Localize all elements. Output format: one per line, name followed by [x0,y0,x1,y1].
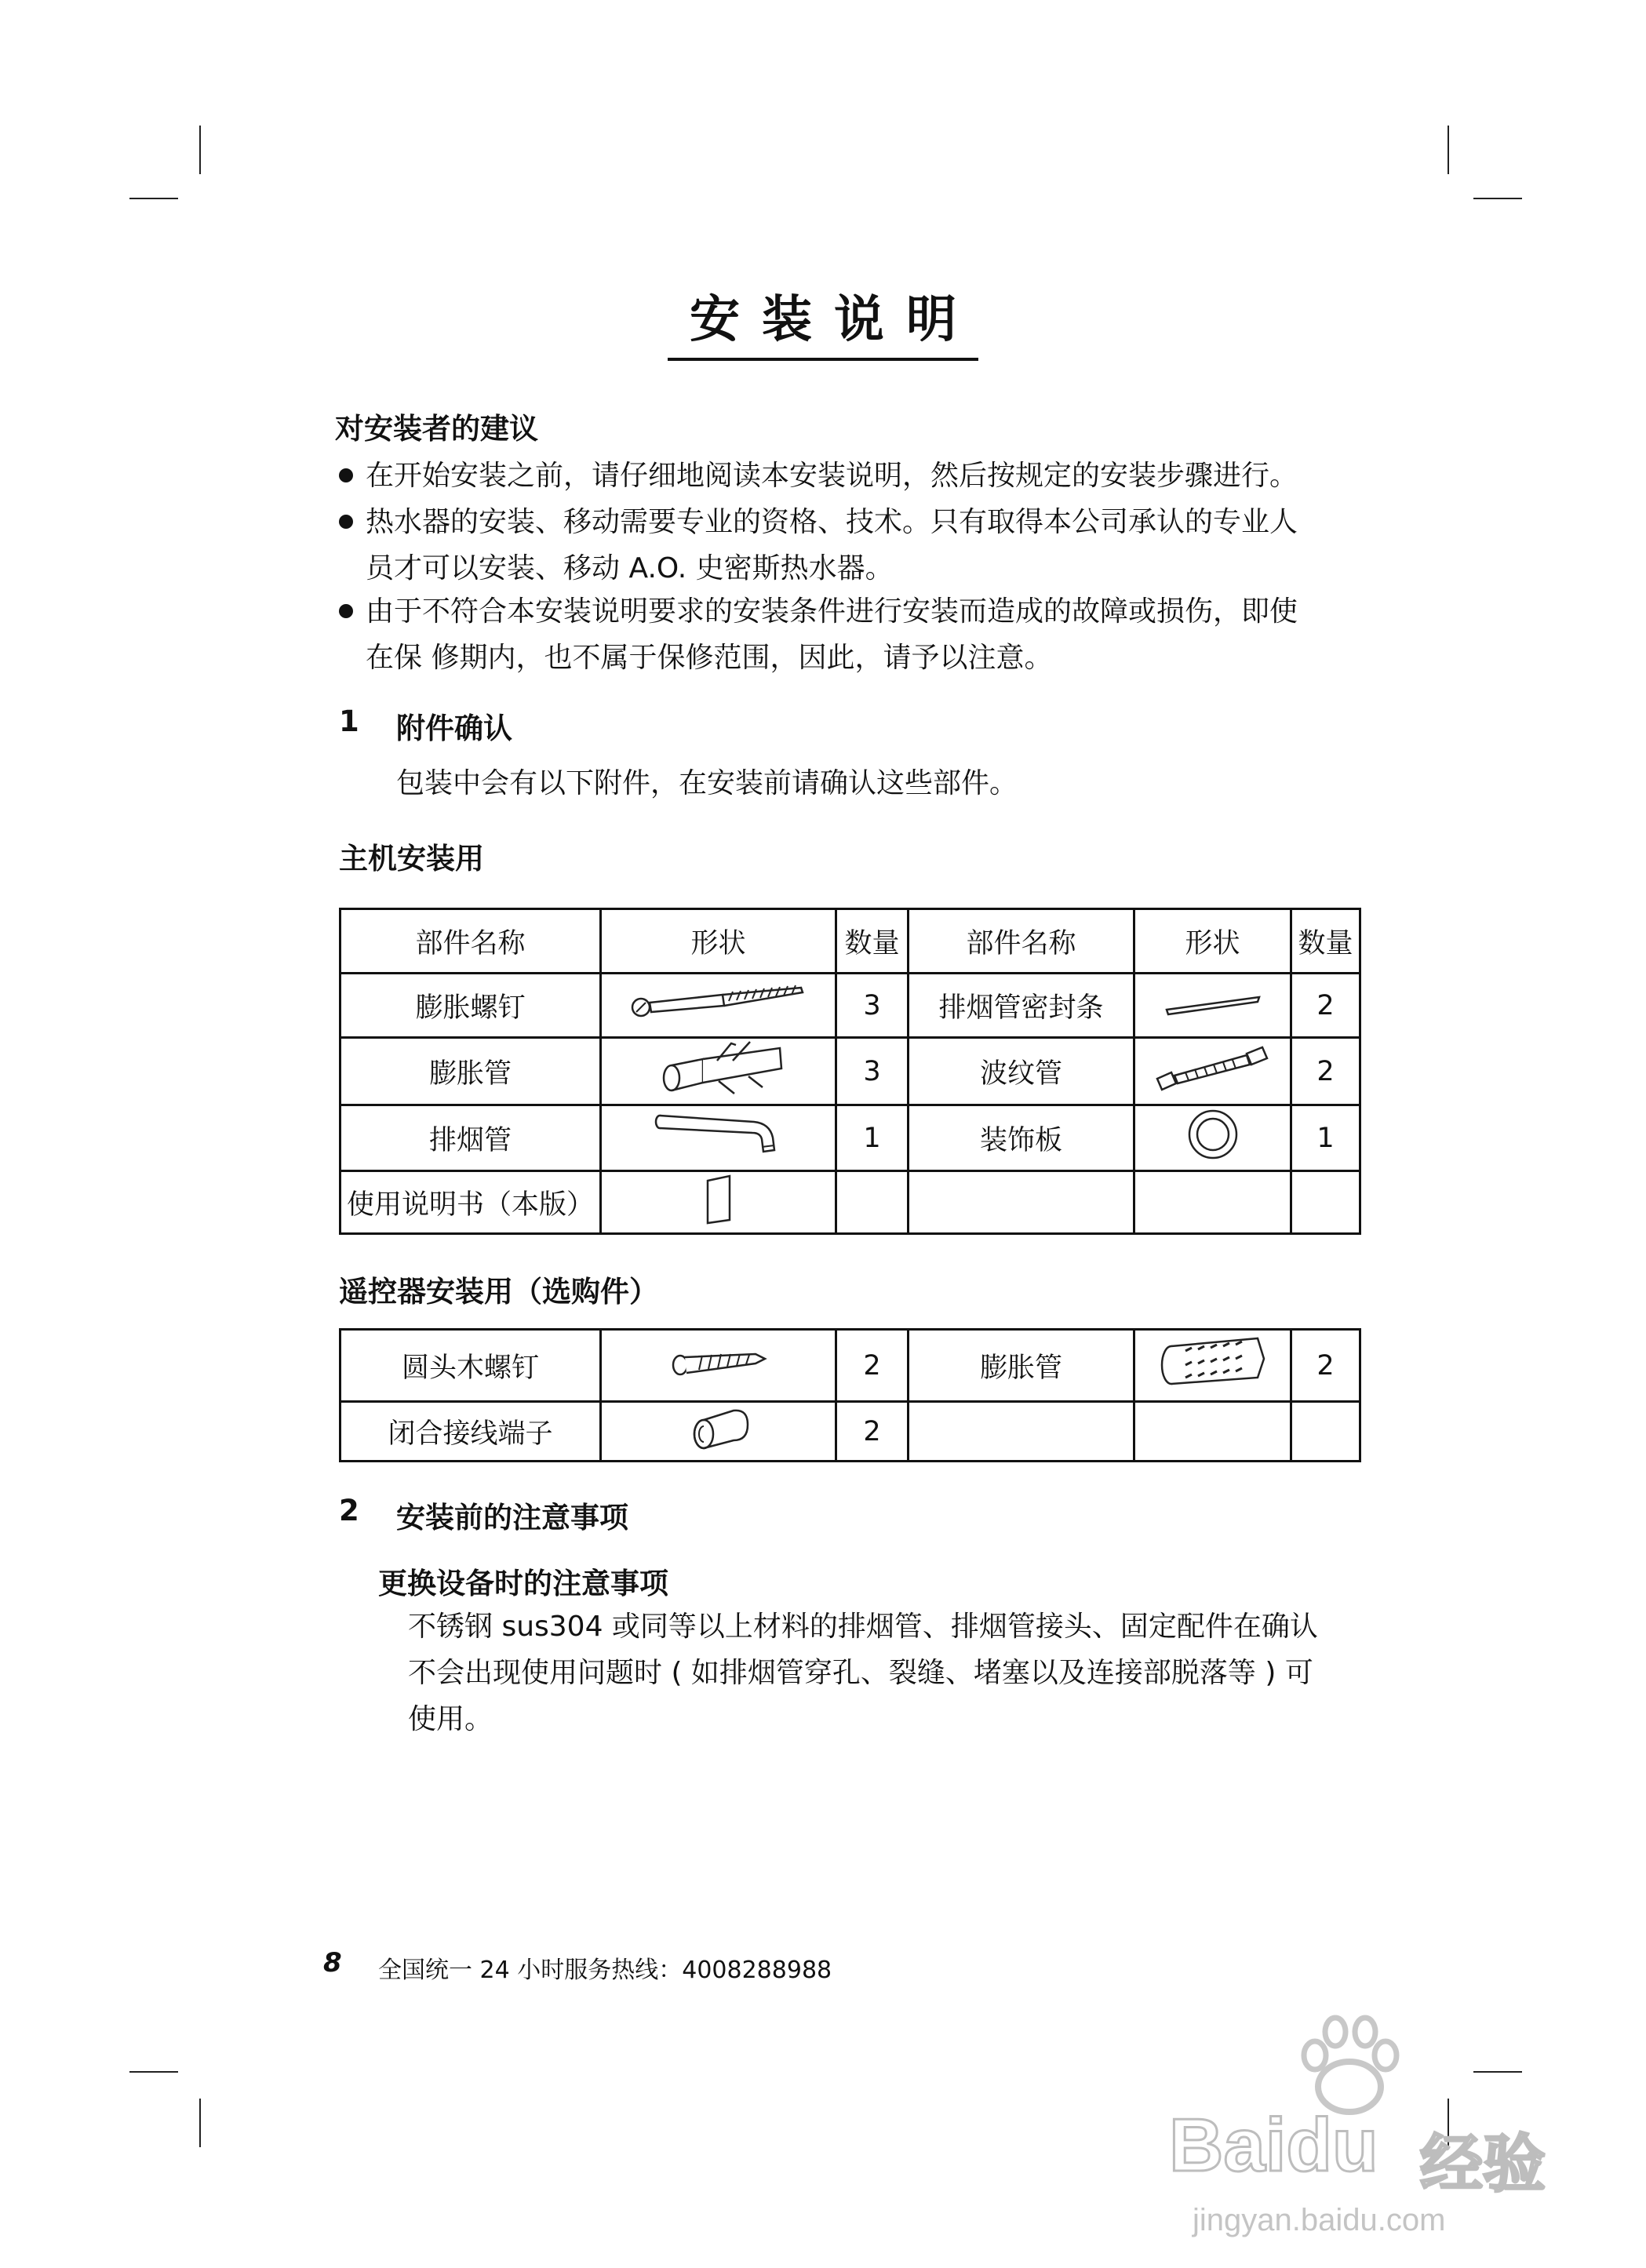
page-title: 安装说明 [0,279,1646,361]
exhaust-pipe-icon [652,1111,785,1158]
part-name: 使用说明书（本版） [340,1171,601,1234]
part-name: 膨胀螺钉 [340,974,601,1038]
crop-mark [129,198,178,199]
section-number: 1 [339,704,359,738]
bullet-dot [339,604,353,618]
manual-icon [703,1173,734,1225]
advice-bullet [366,499,1298,592]
expansion-tube-icon [648,1039,789,1097]
text-line: 使用。 [408,1703,493,1735]
corrugated-pipe-icon [1154,1044,1272,1091]
section-heading: 附件确认 [396,712,512,745]
bullet-line: 员才可以安装、移动 A.O. 史密斯热水器。 [366,552,894,584]
crop-mark [199,126,201,174]
crop-mark [1448,126,1449,174]
section-text: 包装中会有以下附件，在安装前请确认这些部件。 [396,767,1018,799]
part-shape [601,1038,836,1105]
part-shape [1134,1171,1291,1234]
watermark-url: jingyan.baidu.com [1193,2203,1446,2237]
part-name [909,1402,1134,1462]
table-row [340,1105,1360,1171]
section-heading: 安装前的注意事项 [396,1501,628,1534]
watermark-label: 经验 [1420,2128,1546,2201]
part-name: 排烟管密封条 [909,974,1134,1038]
part-shape [601,974,836,1038]
quantity: 3 [836,1038,909,1105]
column-header: 数量 [836,909,909,974]
advice-bullet [366,453,1298,499]
part-shape [1134,1038,1291,1105]
quantity: 2 [1291,1038,1360,1105]
text-line: 不会出现使用问题时 ( 如排烟管穿孔、裂缝、堵塞以及连接部脱落等 ) 可 [408,1657,1313,1689]
advice-bullet [366,588,1298,681]
table-row [340,1171,1360,1234]
quantity: 1 [836,1105,909,1171]
section-text [408,1604,1318,1742]
column-header: 部件名称 [909,909,1134,974]
quantity: 2 [836,1330,909,1402]
table-row [340,974,1360,1038]
quantity: 2 [1291,1330,1360,1402]
part-shape [601,1105,836,1171]
quantity: 3 [836,974,909,1038]
crop-mark [129,2071,178,2073]
part-name: 圆头木螺钉 [340,1330,601,1402]
quantity: 2 [1291,974,1360,1038]
part-shape [1134,1402,1291,1462]
remote-heading: 遥控器安装用（选购件） [339,1275,658,1309]
bullet-line: 热水器的安装、移动需要专业的资格、技术。只有取得本公司承认的专业人 [366,506,1298,538]
part-name: 波纹管 [909,1038,1134,1105]
table-header-row [340,909,1360,974]
part-name: 装饰板 [909,1105,1134,1171]
part-name: 膨胀管 [909,1330,1134,1402]
part-shape [1134,1105,1291,1171]
part-shape [1134,1330,1291,1402]
wood-screw-icon [668,1345,770,1379]
hotline-text: 全国统一 24 小时服务热线：4008288988 [378,1957,832,1984]
quantity [1291,1171,1360,1234]
remote-table [339,1328,1361,1462]
page-number: 8 [323,1947,342,1979]
bullet-dot [339,515,353,529]
part-name: 排烟管 [340,1105,601,1171]
seal-strip-icon [1162,986,1264,1018]
quantity: 2 [836,1402,909,1462]
part-shape [1134,974,1291,1038]
part-shape [601,1330,836,1402]
part-shape [601,1402,836,1462]
part-name: 闭合接线端子 [340,1402,601,1462]
table-row [340,1330,1360,1402]
quantity [1291,1402,1360,1462]
sub-heading: 更换设备时的注意事项 [378,1567,668,1600]
quantity [836,1171,909,1234]
column-header: 形状 [601,909,836,974]
part-name [909,1171,1134,1234]
main-unit-heading: 主机安装用 [339,842,484,876]
terminal-cap-icon [683,1403,754,1453]
bullet-line: 在开始安装之前，请仔细地阅读本安装说明，然后按规定的安装步骤进行。 [366,460,1298,492]
watermark [1169,2008,1577,2244]
crop-mark [199,2099,201,2147]
bullet-dot [339,468,353,482]
part-shape [601,1171,836,1234]
part-name: 膨胀管 [340,1038,601,1105]
advice-heading: 对安装者的建议 [335,412,538,446]
crop-mark [1473,198,1522,199]
quantity: 1 [1291,1105,1360,1171]
table-row [340,1402,1360,1462]
expansion-screw-icon [628,982,809,1021]
section-number: 2 [339,1494,359,1527]
decorative-plate-icon [1185,1107,1240,1162]
main-unit-table [339,908,1361,1235]
anchor-plug-icon [1154,1331,1272,1393]
watermark-brand: Baidu [1169,2103,1378,2187]
column-header: 形状 [1134,909,1291,974]
bullet-line: 由于不符合本安装说明要求的安装条件进行安装而造成的故障或损伤，即使 [366,595,1298,628]
column-header: 数量 [1291,909,1360,974]
table-row [340,1038,1360,1105]
text-line: 不锈钢 sus304 或同等以上材料的排烟管、排烟管接头、固定配件在确认 [408,1611,1318,1643]
column-header: 部件名称 [340,909,601,974]
bullet-line: 在保 修期内，也不属于保修范围，因此，请予以注意。 [366,642,1053,674]
